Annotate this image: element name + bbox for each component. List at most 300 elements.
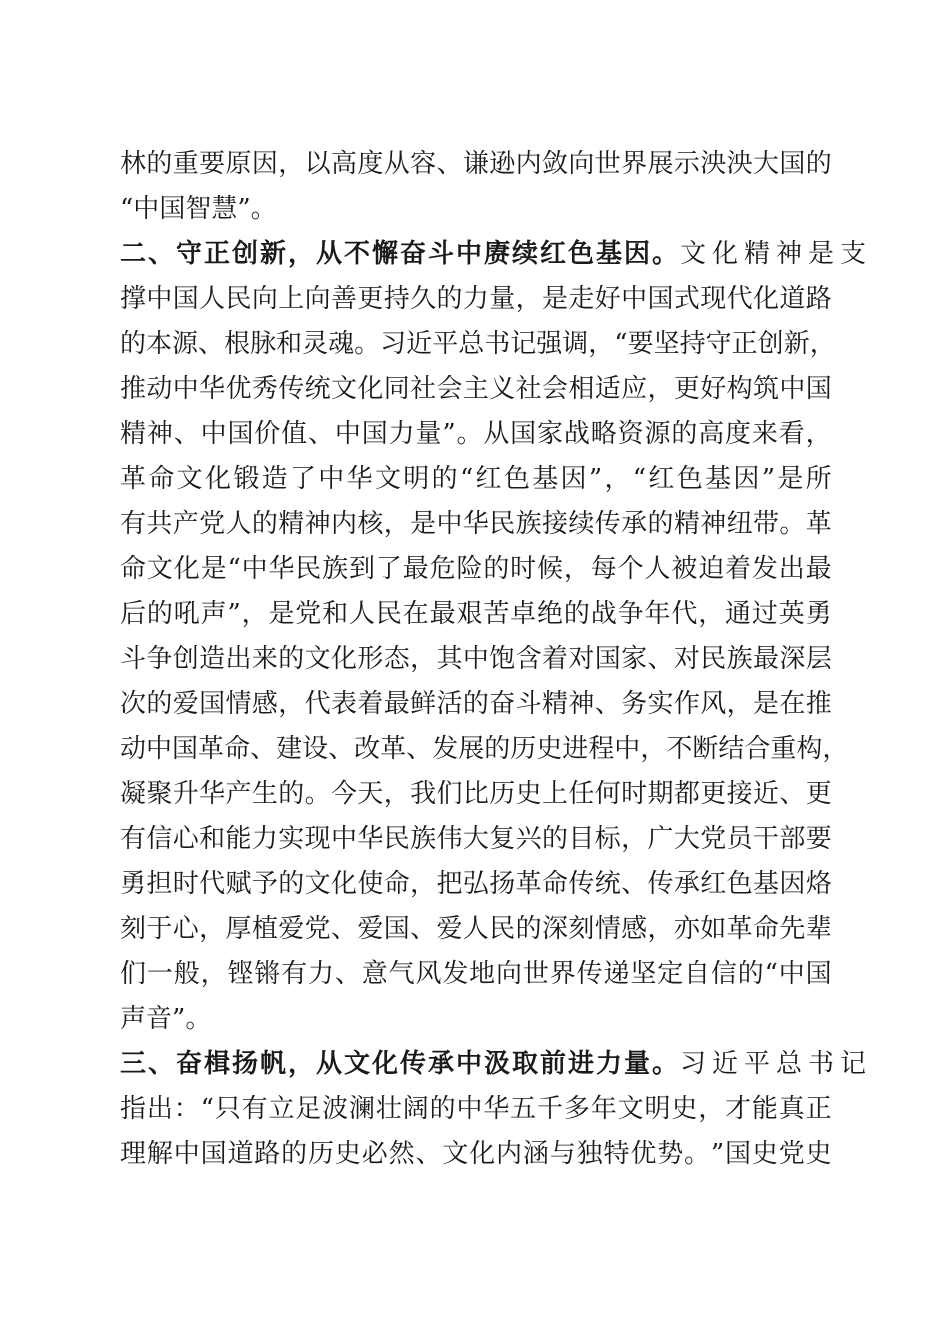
glyph: 最 <box>402 554 429 584</box>
glyph: 辈 <box>805 914 832 944</box>
glyph: 次 <box>120 689 147 719</box>
glyph: 命 <box>148 464 175 494</box>
glyph: 是 <box>777 464 804 494</box>
glyph: 逊 <box>489 149 516 179</box>
glyph: 。 <box>304 779 331 809</box>
glyph: 任 <box>568 779 595 809</box>
glyph: 都 <box>673 779 700 809</box>
glyph: 与 <box>549 1139 576 1169</box>
glyph: 党 <box>778 1139 805 1169</box>
glyph: 人 <box>462 914 489 944</box>
glyph: 如 <box>700 914 727 944</box>
glyph: 因 <box>560 464 587 494</box>
glyph: 新 <box>783 329 810 359</box>
glyph: 中 <box>200 419 227 449</box>
glyph: 神 <box>568 689 595 719</box>
glyph: 精 <box>278 509 305 539</box>
glyph: ， <box>241 599 268 629</box>
glyph: 化 <box>469 1139 496 1169</box>
glyph: 化 <box>204 464 231 494</box>
glyph: 、 <box>250 734 277 764</box>
glyph: 、 <box>334 959 361 989</box>
glyph: 道 <box>227 1139 254 1169</box>
glyph: 在 <box>402 599 429 629</box>
glyph: 中 <box>146 734 173 764</box>
glyph: 的 <box>146 689 173 719</box>
glyph: 内 <box>331 509 358 539</box>
glyph: 根 <box>224 329 251 359</box>
glyph: 文 <box>331 374 358 404</box>
glyph: 国 <box>172 284 199 314</box>
glyph: 信 <box>710 959 737 989</box>
glyph: 革 <box>120 464 147 494</box>
glyph: “ <box>200 1094 214 1124</box>
glyph: 、 <box>173 419 200 449</box>
glyph: 中 <box>456 1094 483 1124</box>
glyph: “ <box>764 959 778 989</box>
glyph: 文 <box>146 554 173 584</box>
glyph: 民 <box>700 644 727 674</box>
glyph: 出 <box>146 1094 173 1124</box>
glyph: 层 <box>805 644 832 674</box>
glyph: 人 <box>199 284 226 314</box>
glyph: 家 <box>537 419 564 449</box>
glyph: 传 <box>576 959 603 989</box>
glyph: 的 <box>146 149 173 179</box>
glyph: 应 <box>621 374 648 404</box>
glyph: 源 <box>172 329 199 359</box>
glyph: 设 <box>302 734 329 764</box>
glyph: 实 <box>278 824 305 854</box>
glyph: 风 <box>700 689 727 719</box>
glyph: 明 <box>403 464 430 494</box>
glyph: 的 <box>278 869 305 899</box>
glyph: 员 <box>726 824 753 854</box>
glyph: 重 <box>770 734 797 764</box>
glyph: 接 <box>542 509 569 539</box>
glyph: 的 <box>431 464 458 494</box>
glyph: 量 <box>489 284 516 314</box>
glyph: 于 <box>146 914 173 944</box>
glyph: 有 <box>120 509 147 539</box>
glyph: 的 <box>483 554 510 584</box>
glyph: 传 <box>647 869 674 899</box>
glyph: 的 <box>251 509 278 539</box>
glyph: 出 <box>778 554 805 584</box>
glyph: 、 <box>410 914 437 944</box>
glyph: ， <box>278 689 305 719</box>
glyph: 是 <box>200 554 227 584</box>
glyph: 奋 <box>489 689 516 719</box>
glyph: 度 <box>357 149 384 179</box>
glyph: 情 <box>225 689 252 719</box>
glyph: 理 <box>120 1139 147 1169</box>
glyph: ” <box>237 194 251 224</box>
glyph: 民 <box>375 599 402 629</box>
glyph: 建 <box>276 734 303 764</box>
glyph: 要 <box>199 149 226 179</box>
glyph: 着 <box>542 644 569 674</box>
glyph: 意 <box>361 959 388 989</box>
glyph: 期 <box>647 779 674 809</box>
glyph: 势 <box>657 1139 684 1169</box>
glyph: 国 <box>361 419 388 449</box>
glyph: 国 <box>805 959 832 989</box>
glyph: 民 <box>383 824 410 854</box>
glyph: 产 <box>225 779 252 809</box>
glyph: 正 <box>731 329 758 359</box>
glyph: 国 <box>383 914 410 944</box>
glyph: 命 <box>120 554 147 584</box>
glyph: 命 <box>224 734 251 764</box>
text-line <box>120 142 832 187</box>
glyph: 是 <box>753 689 780 719</box>
glyph: 澜 <box>349 1094 376 1124</box>
glyph: 脉 <box>250 329 277 359</box>
glyph: 色 <box>726 869 753 899</box>
glyph: 国 <box>227 419 254 449</box>
text-line <box>120 547 832 592</box>
glyph: 更 <box>805 779 832 809</box>
glyph: 最 <box>383 689 410 719</box>
glyph: 带 <box>753 509 780 539</box>
glyph: 多 <box>563 1094 590 1124</box>
glyph: 了 <box>289 464 316 494</box>
glyph: 有 <box>241 1094 268 1124</box>
glyph: 争 <box>146 644 173 674</box>
glyph: 迫 <box>698 554 725 584</box>
glyph: 民 <box>225 284 252 314</box>
glyph: 锻 <box>233 464 260 494</box>
glyph: 、 <box>621 869 648 899</box>
glyph: 书 <box>484 329 511 359</box>
glyph: 精 <box>673 509 700 539</box>
text-line <box>120 682 832 727</box>
glyph: 的 <box>647 509 674 539</box>
section-3-lead: 习近平总书记 <box>680 1049 873 1079</box>
glyph: 不 <box>666 734 693 764</box>
glyph: 走 <box>568 284 595 314</box>
glyph: 红 <box>648 464 675 494</box>
glyph: 予 <box>251 869 278 899</box>
glyph: 强 <box>536 329 563 359</box>
glyph: 造 <box>261 464 288 494</box>
glyph: 国 <box>725 1139 752 1169</box>
glyph: ， <box>563 554 590 584</box>
glyph: 国 <box>172 734 199 764</box>
glyph: 涵 <box>522 1139 549 1169</box>
glyph: 地 <box>469 959 496 989</box>
glyph: 接 <box>726 779 753 809</box>
glyph: 文 <box>176 464 203 494</box>
glyph: 般 <box>173 959 200 989</box>
section-2-lead: 文化精神是支 <box>680 239 873 269</box>
glyph: 人 <box>349 599 376 629</box>
glyph: 高 <box>331 149 358 179</box>
glyph: 上 <box>278 284 305 314</box>
glyph: 式 <box>673 284 700 314</box>
text-line <box>120 637 832 682</box>
glyph: 创 <box>172 644 199 674</box>
glyph: 含 <box>515 644 542 674</box>
glyph: 务 <box>621 689 648 719</box>
glyph: 立 <box>268 1094 295 1124</box>
glyph: 革 <box>515 869 542 899</box>
glyph: 华 <box>199 374 226 404</box>
glyph: 会 <box>542 374 569 404</box>
text-line <box>120 502 832 547</box>
glyph: 感 <box>251 689 278 719</box>
glyph: 华 <box>199 779 226 809</box>
glyph: 林 <box>120 149 147 179</box>
glyph: 义 <box>489 374 516 404</box>
glyph: 从 <box>483 419 510 449</box>
glyph: 在 <box>779 689 806 719</box>
glyph: 坚 <box>630 959 657 989</box>
glyph: ， <box>200 959 227 989</box>
section-2-first-line <box>120 232 873 277</box>
glyph: 会 <box>436 374 463 404</box>
glyph: 久 <box>410 284 437 314</box>
glyph: 值 <box>281 419 308 449</box>
glyph: 有 <box>281 959 308 989</box>
glyph: 好 <box>594 284 621 314</box>
glyph: 华 <box>268 554 295 584</box>
glyph: 是 <box>410 509 437 539</box>
glyph: ， <box>647 374 674 404</box>
glyph: 的 <box>737 959 764 989</box>
glyph: 大 <box>462 824 489 854</box>
glyph: 调 <box>562 329 589 359</box>
glyph: 持 <box>679 329 706 359</box>
glyph: 慧 <box>211 194 238 224</box>
glyph: 从 <box>383 149 410 179</box>
glyph: 华 <box>346 464 373 494</box>
glyph: ” <box>172 1004 186 1034</box>
glyph: 红 <box>700 869 727 899</box>
glyph: 。 <box>185 1004 212 1034</box>
glyph: 谦 <box>462 149 489 179</box>
glyph: 容 <box>410 149 437 179</box>
glyph: 持 <box>383 284 410 314</box>
text-line <box>120 997 832 1042</box>
glyph: 发 <box>751 554 778 584</box>
glyph: 近 <box>406 329 433 359</box>
glyph: 中 <box>779 374 806 404</box>
glyph: 人 <box>225 509 252 539</box>
glyph: 弘 <box>462 869 489 899</box>
glyph: 广 <box>647 824 674 854</box>
glyph: 构 <box>726 374 753 404</box>
glyph: ， <box>383 779 410 809</box>
glyph: 承 <box>621 509 648 539</box>
glyph: 中 <box>334 419 361 449</box>
glyph: 动 <box>120 734 147 764</box>
glyph: ， <box>515 284 542 314</box>
section-2-heading: 二、守正创新，从不懈奋斗中赓续红色基因。 <box>120 239 681 269</box>
glyph: 壮 <box>375 1094 402 1124</box>
glyph: 革 <box>726 914 753 944</box>
glyph: 传 <box>278 374 305 404</box>
glyph: 鲜 <box>410 689 437 719</box>
glyph: 源 <box>644 419 671 449</box>
glyph: 作 <box>673 689 700 719</box>
glyph: 争 <box>617 599 644 629</box>
text-line <box>120 952 832 997</box>
glyph: 更 <box>357 284 384 314</box>
glyph: 信 <box>146 824 173 854</box>
glyph: 有 <box>120 824 147 854</box>
glyph: 深 <box>779 644 806 674</box>
glyph: 相 <box>568 374 595 404</box>
glyph: 历 <box>489 779 516 809</box>
glyph: 党 <box>295 599 322 629</box>
glyph: 敛 <box>542 149 569 179</box>
glyph: 斗 <box>515 689 542 719</box>
glyph: 优 <box>225 374 252 404</box>
glyph: 使 <box>357 869 384 899</box>
glyph: ， <box>604 464 631 494</box>
glyph: 担 <box>146 869 173 899</box>
glyph: 其 <box>436 644 463 674</box>
glyph: 党 <box>199 509 226 539</box>
glyph: 发 <box>442 959 469 989</box>
glyph: 然 <box>388 1139 415 1169</box>
glyph: 的 <box>462 689 489 719</box>
glyph: 的 <box>429 1094 456 1124</box>
glyph: 现 <box>700 284 727 314</box>
glyph: 国 <box>647 284 674 314</box>
glyph: 力 <box>462 284 489 314</box>
glyph: 中 <box>778 959 805 989</box>
glyph: 中 <box>133 194 160 224</box>
glyph: 记 <box>510 329 537 359</box>
glyph: 。 <box>456 419 483 449</box>
glyph: ” <box>761 464 776 494</box>
glyph: 天 <box>357 779 384 809</box>
glyph: ， <box>647 914 674 944</box>
glyph: ， <box>698 1094 725 1124</box>
glyph: 坚 <box>653 329 680 359</box>
glyph: 时 <box>172 869 199 899</box>
glyph: 表 <box>331 689 358 719</box>
glyph: 程 <box>588 734 615 764</box>
glyph: 、 <box>406 734 433 764</box>
glyph: 精 <box>542 689 569 719</box>
glyph: 通 <box>725 599 752 629</box>
glyph: 、 <box>779 779 806 809</box>
glyph: 更 <box>700 779 727 809</box>
glyph: 传 <box>594 509 621 539</box>
glyph: 战 <box>590 599 617 629</box>
glyph: 续 <box>568 509 595 539</box>
glyph: 活 <box>436 689 463 719</box>
glyph: 五 <box>510 1094 537 1124</box>
glyph: 力 <box>251 824 278 854</box>
glyph: ” <box>227 599 241 629</box>
glyph: 中 <box>462 644 489 674</box>
glyph: 总 <box>458 329 485 359</box>
glyph: 华 <box>357 824 384 854</box>
glyph: 共 <box>146 509 173 539</box>
glyph: 国 <box>805 374 832 404</box>
glyph: 饱 <box>489 644 516 674</box>
glyph: 来 <box>751 419 778 449</box>
glyph: 好 <box>700 374 727 404</box>
glyph: 。 <box>354 329 381 359</box>
glyph: 代 <box>304 689 331 719</box>
glyph: 国 <box>159 194 186 224</box>
glyph: 中 <box>318 464 345 494</box>
glyph: 候 <box>537 554 564 584</box>
glyph: 灵 <box>302 329 329 359</box>
text-line <box>120 187 832 232</box>
glyph: 向 <box>496 959 523 989</box>
glyph: 力 <box>308 959 335 989</box>
glyph: 度 <box>725 419 752 449</box>
glyph: 人 <box>644 554 671 584</box>
glyph: 明 <box>644 1094 671 1124</box>
glyph: 产 <box>172 509 199 539</box>
glyph: “ <box>459 464 474 494</box>
glyph: “ <box>227 554 241 584</box>
glyph: 要 <box>805 824 832 854</box>
glyph: 秀 <box>251 374 278 404</box>
glyph: 要 <box>627 329 654 359</box>
glyph: 递 <box>603 959 630 989</box>
glyph: 和 <box>199 824 226 854</box>
glyph: 守 <box>705 329 732 359</box>
glyph: 泱 <box>700 149 727 179</box>
glyph: ， <box>698 599 725 629</box>
glyph: 的 <box>278 779 305 809</box>
glyph: 的 <box>484 734 511 764</box>
glyph: 改 <box>354 734 381 764</box>
glyph: 险 <box>456 554 483 584</box>
glyph: 的 <box>278 644 305 674</box>
glyph: 史 <box>515 779 542 809</box>
glyph: 风 <box>415 959 442 989</box>
glyph: 中 <box>614 734 641 764</box>
glyph: 党 <box>304 914 331 944</box>
text-line <box>120 277 832 322</box>
glyph: 族 <box>726 644 753 674</box>
glyph: 何 <box>594 779 621 809</box>
glyph: 原 <box>225 149 252 179</box>
glyph: 主 <box>462 374 489 404</box>
glyph: 必 <box>361 1139 388 1169</box>
glyph: 艰 <box>456 599 483 629</box>
glyph: 高 <box>698 419 725 449</box>
glyph: 每 <box>590 554 617 584</box>
glyph: 现 <box>304 824 331 854</box>
glyph: 史 <box>536 734 563 764</box>
glyph: 独 <box>576 1139 603 1169</box>
glyph: 吼 <box>173 599 200 629</box>
glyph: 界 <box>549 959 576 989</box>
glyph: 苦 <box>483 599 510 629</box>
glyph: 华 <box>483 1094 510 1124</box>
glyph: 民 <box>489 914 516 944</box>
glyph: 气 <box>388 959 415 989</box>
glyph: 实 <box>647 689 674 719</box>
glyph: 厚 <box>225 914 252 944</box>
glyph: 、 <box>647 644 674 674</box>
text-line <box>120 322 836 367</box>
glyph: 构 <box>796 734 823 764</box>
glyph: 爱 <box>278 914 305 944</box>
glyph: 定 <box>657 959 684 989</box>
